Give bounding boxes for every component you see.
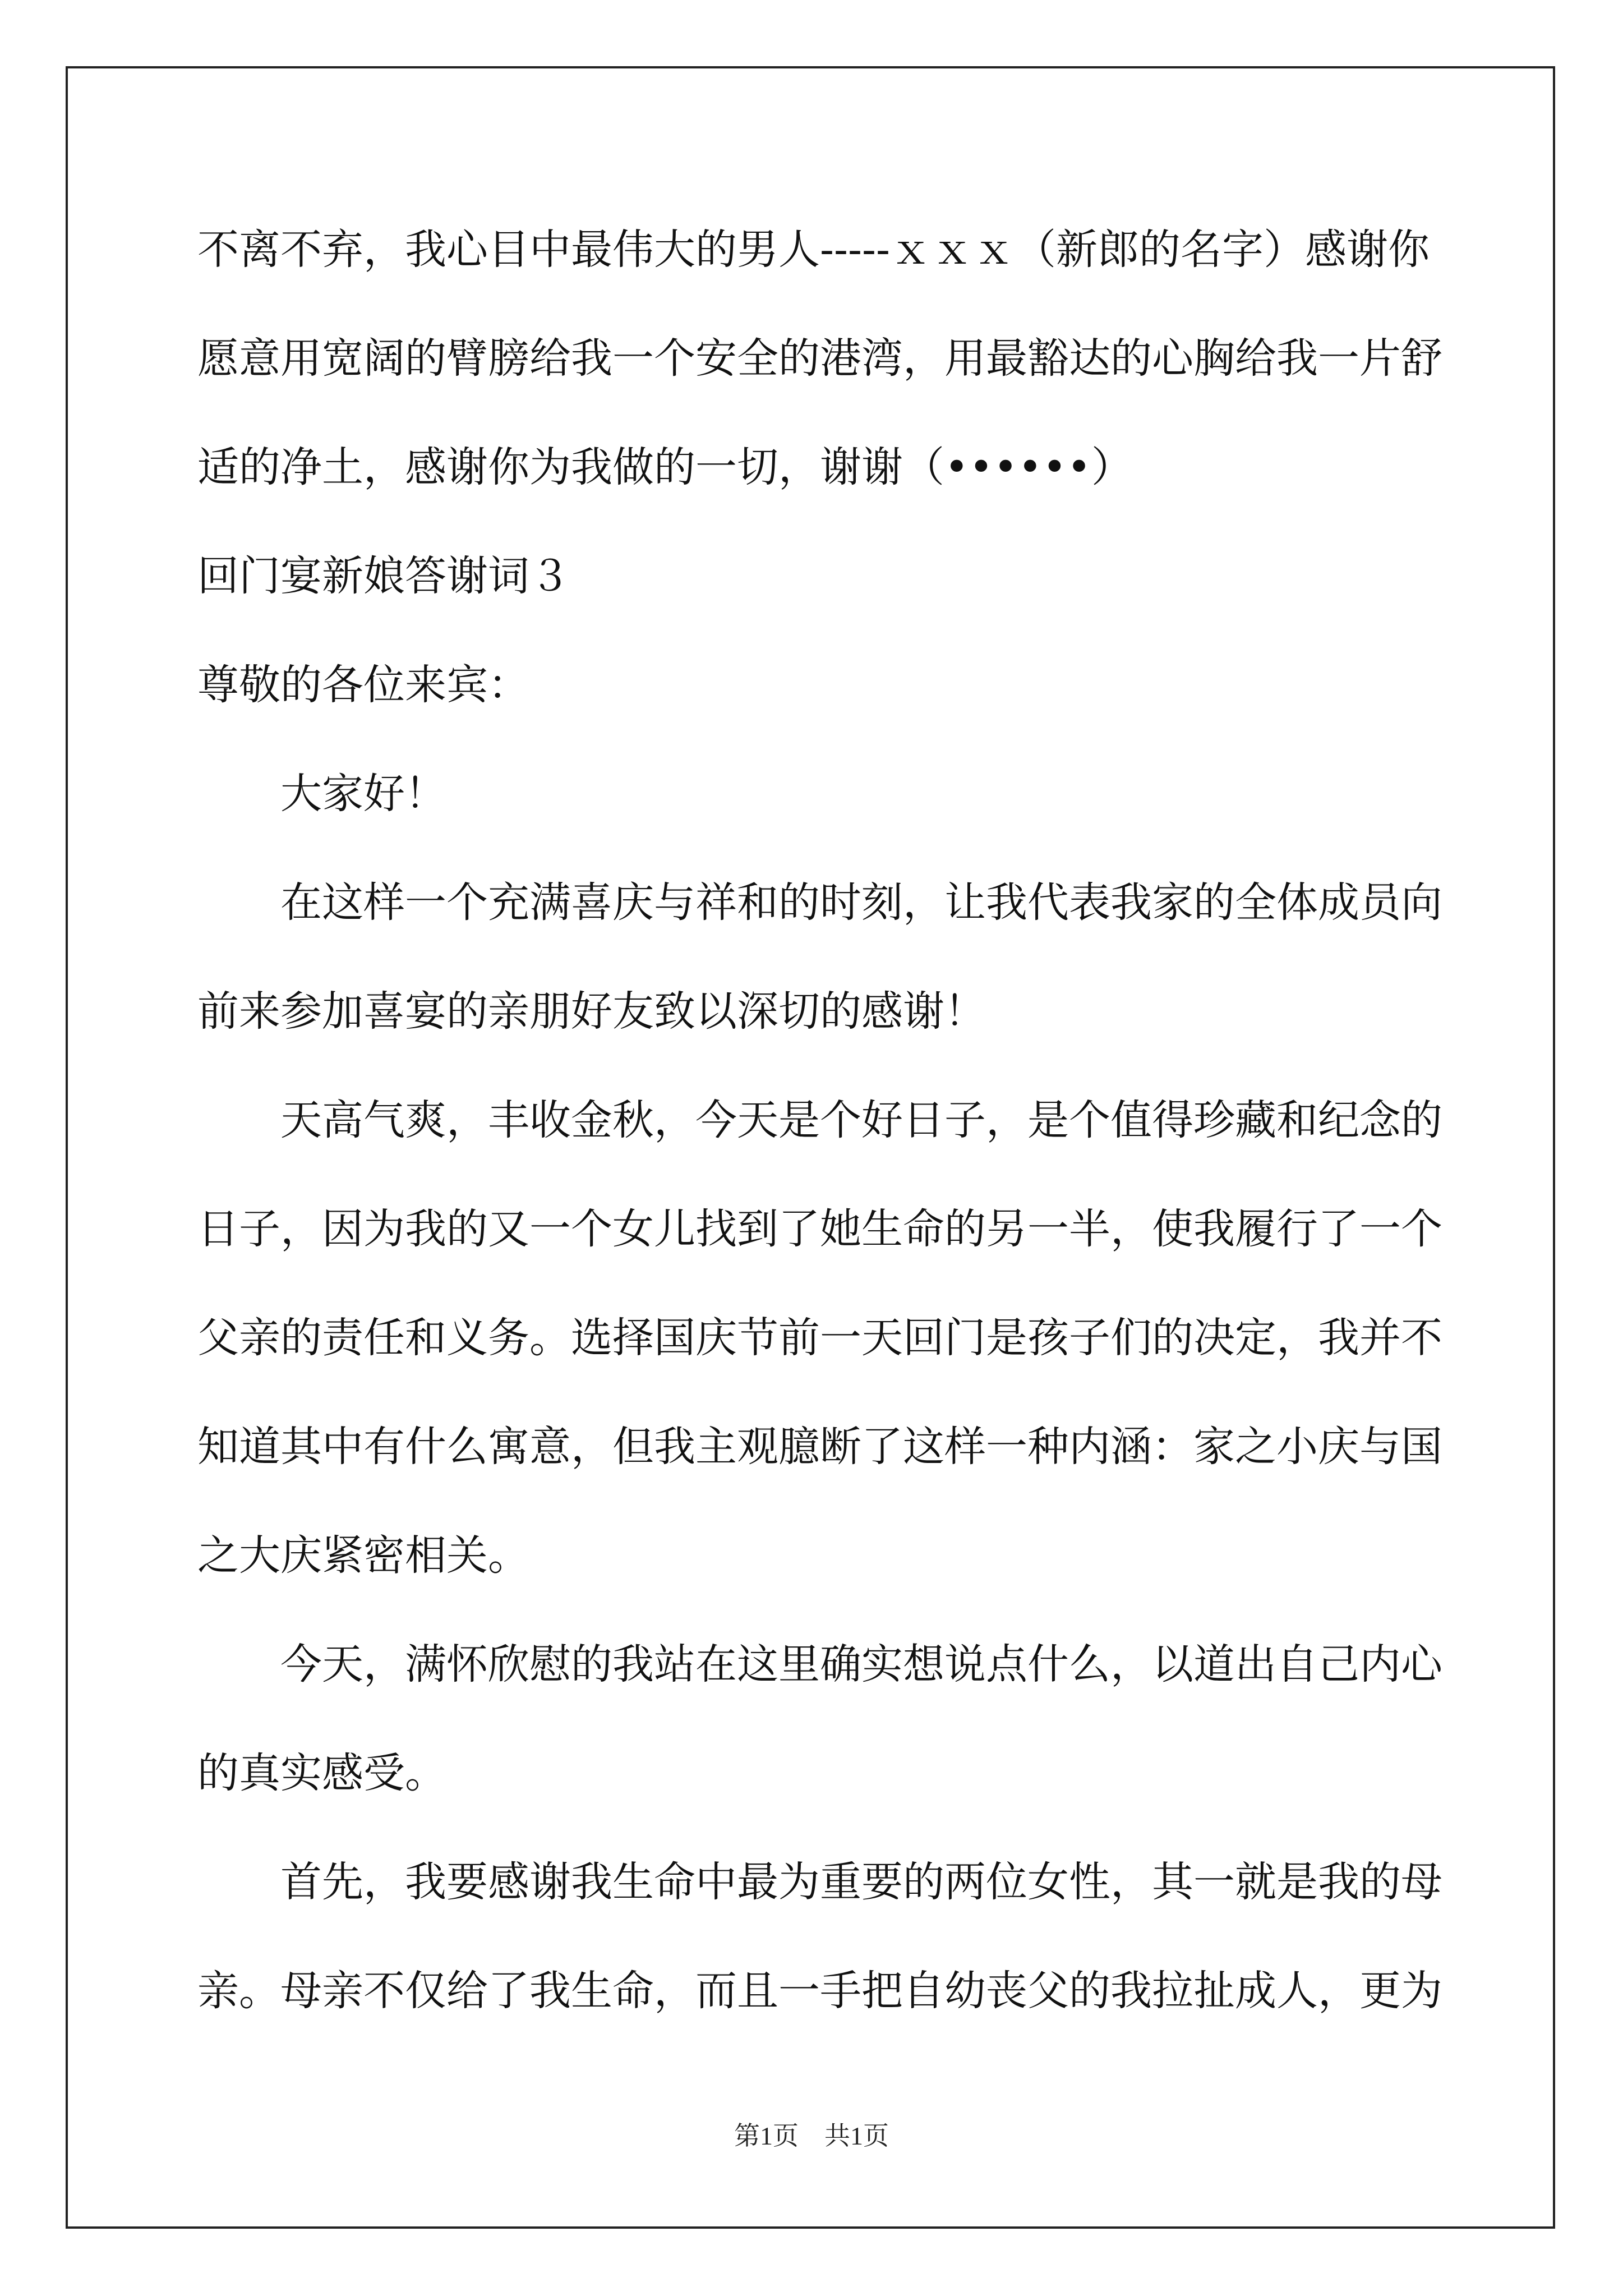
paragraph-line: 适的净土，感谢你为我做的一切，谢谢（••••••） (197, 443, 1133, 491)
paragraph-line: 亲。母亲不仅给了我生命，而且一手把自幼丧父的我拉扯成人，更为 (197, 1967, 1442, 2015)
paragraph-line: 知道其中有什么寓意，但我主观臆断了这样一种内涵：家之小庆与国 (197, 1423, 1442, 1471)
paragraph-line: 天高气爽，丰收金秋，今天是个好日子，是个值得珍藏和纪念的 (280, 1096, 1442, 1144)
paragraph-line: 的真实感受。 (197, 1749, 446, 1797)
greeting: 大家好！ (280, 770, 446, 818)
salutation: 尊敬的各位来宾： (197, 661, 529, 709)
paragraph-line: 父亲的责任和义务。选择国庆节前一天回门是孩子们的决定，我并不 (197, 1314, 1442, 1362)
paragraph-line: 首先，我要感谢我生命中最为重要的两位女性，其一就是我的母 (280, 1858, 1442, 1906)
paragraph-line: 今天，满怀欣慰的我站在这里确实想说点什么，以道出自己内心 (280, 1640, 1442, 1688)
section-heading: 回门宴新娘答谢词３ (197, 552, 571, 600)
paragraph-line: 不离不弃，我心目中最伟大的男人-----ｘｘｘ（新郎的名字）感谢你 (197, 226, 1430, 274)
page-footer: 第1页 共1页 (734, 2122, 889, 2150)
paragraph-line: 愿意用宽阔的臂膀给我一个安全的港湾，用最豁达的心胸给我一片舒 (197, 334, 1442, 383)
paragraph-line: 日子，因为我的又一个女儿找到了她生命的另一半，使我履行了一个 (197, 1205, 1442, 1253)
paragraph-line: 前来参加喜宴的亲朋好友致以深切的感谢！ (197, 987, 986, 1036)
paragraph-line: 之大庆紧密相关。 (197, 1531, 529, 1580)
paragraph-line: 在这样一个充满喜庆与祥和的时刻，让我代表我家的全体成员向 (280, 878, 1442, 927)
